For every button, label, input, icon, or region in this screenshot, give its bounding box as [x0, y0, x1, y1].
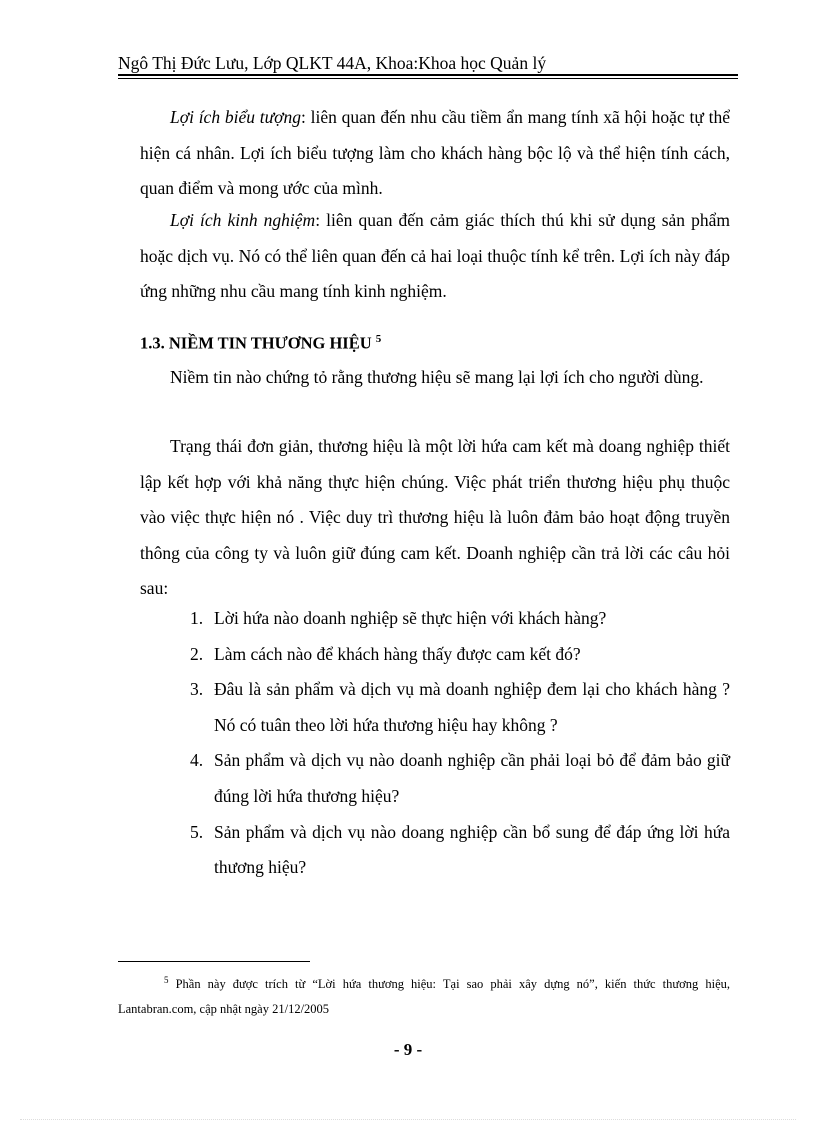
list-item-text: Sản phẩm và dịch vụ nào doang nghiệp cần bổ sung để đáp ứng lời hứa thương hiệu? [214, 821, 730, 878]
list-item-text: Đâu là sản phẩm và dịch vụ mà doanh nghiệp đem lại cho khách hàng ? Nó có tuân theo lời hứa thương hiệu hay không ? [214, 679, 730, 735]
paragraph-experiential-benefit [140, 203, 730, 310]
footnote [118, 968, 730, 1022]
footnote-text: Phần này được trích từ “Lời hứa thương hiệu: Tại sao phải xây dựng nó”, kiến thức thương hiệu, Lantabran.com, cập nhật ngày 21/12/2005 [118, 977, 730, 1017]
paragraph-text: : liên quan đến cảm giác thích thú khi sử dụng sản phẩm hoặc dịch vụ. Nó có thể liên quan đến cả hai loại thuộc tính kể trên. Lợi ích này đáp ứng những nhu cầu mang tính kinh nghiệm. [140, 210, 730, 302]
list-number: 5. [190, 821, 204, 842]
list-item [186, 637, 730, 673]
list-number: 4. [190, 750, 204, 771]
footnote-reference: 5 [375, 333, 382, 345]
page-bottom-border [20, 1119, 796, 1120]
list-item [186, 815, 730, 886]
paragraph-text: : liên quan đến nhu cầu tiềm ẩn mang tính xã hội hoặc tự thể hiện cá nhân. Lợi ích biểu tượng làm cho khách hàng bộc lộ và thể hiện tính cách, quan điểm và mong ước của mình. [140, 107, 730, 199]
section-heading [140, 326, 381, 357]
term-symbolic-benefit: Lợi ích biểu tượng [170, 107, 301, 127]
list-item [186, 601, 730, 637]
header-rule-thick [118, 74, 738, 76]
list-number: 3. [190, 679, 204, 700]
list-number: 2. [190, 643, 204, 664]
list-number: 1. [190, 608, 204, 628]
paragraph-brand-promise [140, 429, 730, 607]
term-experiential-benefit: Lợi ích kinh nghiệm [170, 210, 316, 230]
footnote-mark: 5 [164, 975, 169, 985]
paragraph-brand-trust [140, 360, 730, 396]
list-item-text: Sản phẩm và dịch vụ nào doanh nghiệp cần phải loại bỏ để đảm bảo giữ đúng lời hứa thương hiệu? [214, 750, 730, 806]
section-heading-text: 1.3. NIỀM TIN THƯƠNG HIỆU [140, 333, 372, 353]
paragraph-text: Niềm tin nào chứng tỏ rằng thương hiệu sẽ mang lại lợi ích cho người dùng. [170, 367, 704, 387]
paragraph-symbolic-benefit [140, 100, 730, 207]
header-rule-thin [118, 78, 738, 79]
footnote-separator [118, 961, 310, 962]
list-item-text: Lời hứa nào doanh nghiệp sẽ thực hiện với khách hàng? [214, 608, 607, 628]
list-item-text: Làm cách nào để khách hàng thấy được cam kết đó? [214, 643, 581, 664]
running-header: Ngô Thị Đức Lưu, Lớp QLKT 44A, Khoa:Khoa học Quản lý [118, 53, 547, 73]
list-item [186, 743, 730, 814]
page-number: - 9 - [393, 1040, 423, 1059]
paragraph-text: Trạng thái đơn giản, thương hiệu là một lời hứa cam kết mà doang nghiệp thiết lập kết hợp với khả năng thực hiện chúng. Việc phát triển thương hiệu phụ thuộc vào việc thực hiện nó . Việc duy trì thương hiệu là luôn đảm bảo hoạt động truyền thông của công ty và luôn giữ đúng cam kết. Doanh nghiệp cần trả lời các câu hỏi sau: [140, 436, 730, 599]
list-item [186, 672, 730, 743]
question-list [186, 601, 730, 886]
